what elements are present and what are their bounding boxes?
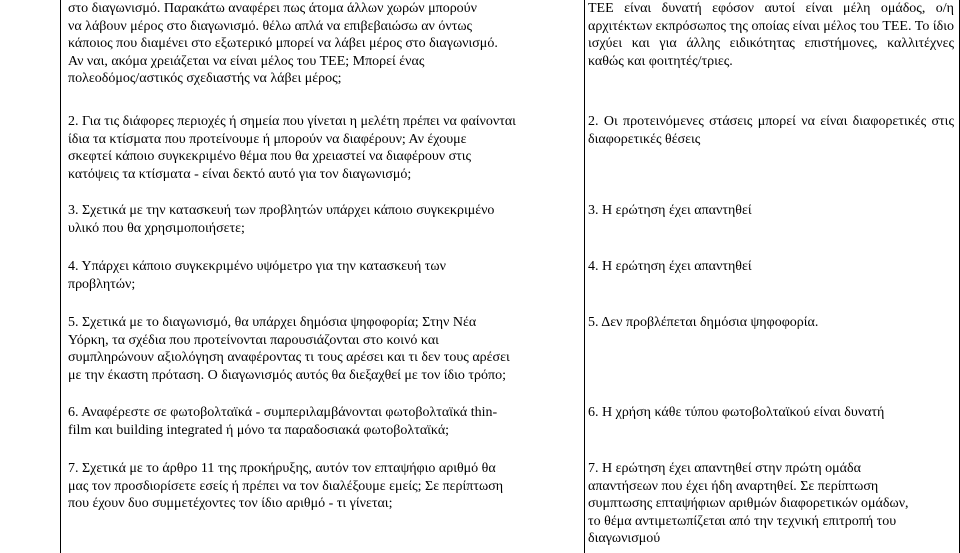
question-3: 3. Σχετικά με την κατασκευή των προβλητών υπάρχει κάποιο συγκεκριμένο υλικό που θα χρησιμοποιήσετε; [68, 203, 495, 236]
answer-7: 7. Η ερώτηση έχει απαντηθεί στην πρώτη ομάδα απαντήσεων που έχει ήδη αναρτηθεί. Σε περίπτωση συμπτωσης επταψήφιων αριθμών διαφορετικών ομάδων, το θέμα αντιμετωπίζεται από την τεχνική επιτροπή του διαγωνισμού [588, 461, 909, 546]
question-6: 6. Αναφέρεστε σε φωτοβολταϊκά - συμπεριλαμβάνονται φωτοβολταϊκά thin- film και building integrated ή μόνο τα παραδοσιακά φωτοβολταϊκά; [68, 405, 498, 438]
column-divider [584, 0, 585, 553]
question-4: 4. Υπάρχει κάποιο συγκεκριμένο υψόμετρο για την κατασκευή των προβλητών; [68, 259, 446, 292]
answer-6: 6. Η χρήση κάθε τύπου φωτοβολταϊκού είναι δυνατή [588, 405, 885, 420]
question-intro: στο διαγωνισμό. Παρακάτω αναφέρει πως άτομα άλλων χωρών μπορούν να λάβουν μέρος στο διαγωνισμό. θέλω απλά να επιβεβαιώσω αν όντως κάποιος που διαμένει στο εξωτερικό μπορεί να λάβει μέρος στο διαγωνισμό. Αν ναι, ακόμα χρειάζεται να είναι μέλος του ΤΕΕ; Μπορεί ένας πολεοδόμος/αστικός σχεδιαστής να λάβει μέρος; [68, 1, 498, 86]
answer-1: ΤΕΕ είναι δυνατή εφόσον αυτοί είναι μέλη ομάδος, ο/η αρχιτέκτων εκπρόσωπος της οποίας είναι μέλος του ΤΕΕ. Το ίδιο ισχύει και για άλλης ειδικότητας επιστήμονες, καλλιτέχνες καθώς και φοιτητές/τριες. [588, 1, 954, 69]
answer-3: 3. Η ερώτηση έχει απαντηθεί [588, 203, 752, 218]
question-7: 7. Σχετικά με το άρθρο 11 της προκήρυξης, αυτόν τον επταψήφιο αριθμό θα μας τον προσδιορίσετε εσείς ή πρέπει να τον διαλέξουμε εμείς; Σε περίπτωση που έχουν δυο συμμετέχοντες τον ίδιο αριθμό - τι γίνεται; [68, 461, 504, 511]
answer-2: 2. Οι προτεινόμενες στάσεις μπορεί να είναι διαφορετικές στις διαφορετικές θέσεις [588, 114, 954, 147]
question-5: 5. Σχετικά με το διαγωνισμό, θα υπάρχει δημόσια ψηφοφορία; Στην Νέα Υόρκη, τα σχέδια που προτείνονται παρουσιάζονται στο κοινό και συμπληρώνουν αξιολόγηση αναφέροντας τι τους αρέσει και τι δεν τους αρέσει με την έκαστη πρόταση. Ο διαγωνισμός αυτός θα διεξαχθεί με τον ίδιο τρόπο; [68, 315, 510, 383]
answer-5: 5. Δεν προβλέπεται δημόσια ψηφοφορία. [588, 315, 819, 330]
answer-4: 4. Η ερώτηση έχει απαντηθεί [588, 259, 752, 274]
question-2: 2. Για τις διάφορες περιοχές ή σημεία που γίνεται η μελέτη πρέπει να φαίνονται ίδια τα κτίσματα που προτείνουμε ή μπορούν να διαφέρουν; Αν έχουμε σκεφτεί κάποιο συγκεκριμένο θέμα που θα χρειαστεί να διαφέρουν στις κατόψεις τα κτίσματα - είναι δεκτό αυτό για τον διαγωνισμό; [68, 114, 516, 182]
